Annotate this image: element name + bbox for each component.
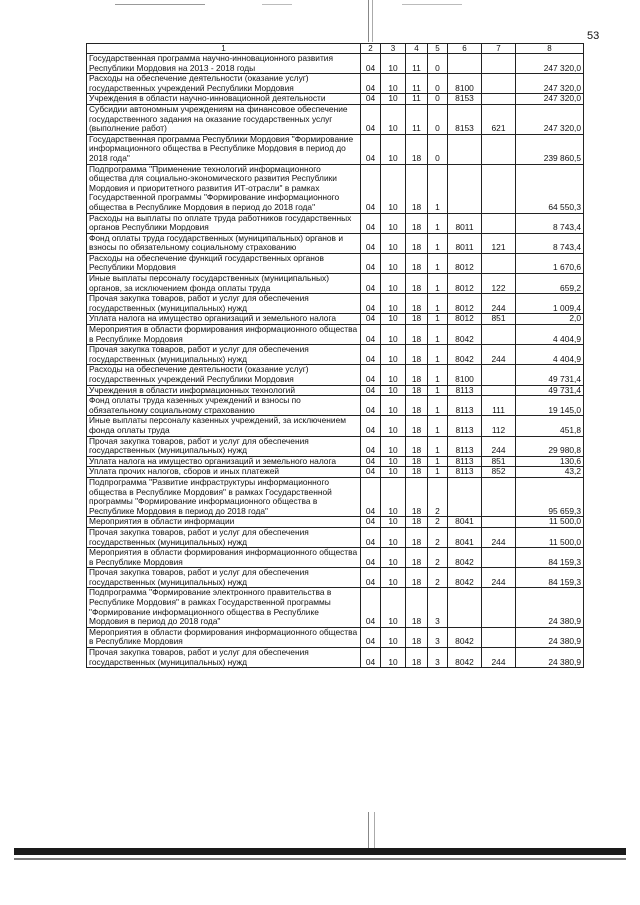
row-code-cell: 8113 (448, 467, 482, 478)
row-code-cell: 1 (428, 436, 448, 456)
table-row (87, 54, 584, 74)
table-row (87, 325, 584, 345)
row-code-cell (482, 477, 516, 516)
row-code-cell: 0 (428, 54, 448, 74)
row-code-cell: 18 (406, 253, 428, 273)
row-code-cell: 10 (381, 527, 406, 547)
row-code-cell: 2 (428, 548, 448, 568)
row-code-cell: 8041 (448, 527, 482, 547)
row-sum-cell: 19 145,0 (516, 396, 584, 416)
row-code-cell (448, 134, 482, 164)
table-row (87, 365, 584, 385)
row-code-cell: 11 (406, 74, 428, 94)
row-sum-cell: 2,0 (516, 314, 584, 325)
row-name-cell: Прочая закупка товаров, работ и услуг для обеспечения государственных (муниципальных) нужд (87, 294, 361, 314)
row-sum-cell: 24 380,9 (516, 648, 584, 668)
row-code-cell: 0 (428, 74, 448, 94)
row-code-cell: 8113 (448, 385, 482, 396)
table-row (87, 527, 584, 547)
row-code-cell: 8100 (448, 74, 482, 94)
row-code-cell: 2 (428, 527, 448, 547)
row-code-cell: 18 (406, 385, 428, 396)
row-code-cell: 04 (361, 134, 381, 164)
row-code-cell: 8012 (448, 253, 482, 273)
row-code-cell: 11 (406, 54, 428, 74)
table-row (87, 134, 584, 164)
row-code-cell: 18 (406, 213, 428, 233)
row-code-cell: 1 (428, 416, 448, 436)
row-code-cell: 10 (381, 294, 406, 314)
row-code-cell: 8011 (448, 233, 482, 253)
row-code-cell: 18 (406, 233, 428, 253)
row-code-cell: 2 (428, 477, 448, 516)
row-code-cell: 04 (361, 314, 381, 325)
row-code-cell: 8042 (448, 325, 482, 345)
row-code-cell: 621 (482, 104, 516, 134)
row-code-cell: 04 (361, 477, 381, 516)
row-name-cell: Государственная программа научно-инновационного развития Республики Мордовия на 2013 - 2018 годы (87, 54, 361, 74)
row-code-cell (448, 164, 482, 213)
table-row (87, 164, 584, 213)
row-code-cell: 0 (428, 134, 448, 164)
row-code-cell: 8042 (448, 627, 482, 647)
row-code-cell: 10 (381, 213, 406, 233)
row-sum-cell: 8 743,4 (516, 213, 584, 233)
column-header: 1 (87, 44, 361, 54)
row-code-cell: 244 (482, 436, 516, 456)
table-row (87, 467, 584, 478)
row-name-cell: Расходы на обеспечение деятельности (оказание услуг) государственных учреждений Республики Мордовия (87, 365, 361, 385)
row-code-cell: 244 (482, 527, 516, 547)
table-row (87, 233, 584, 253)
row-code-cell: 04 (361, 648, 381, 668)
table-row (87, 396, 584, 416)
row-code-cell: 18 (406, 627, 428, 647)
row-sum-cell: 11 500,0 (516, 517, 584, 528)
row-code-cell (448, 54, 482, 74)
row-code-cell: 1 (428, 396, 448, 416)
row-code-cell: 10 (381, 253, 406, 273)
row-name-cell: Прочая закупка товаров, работ и услуг для обеспечения государственных (муниципальных) нужд (87, 345, 361, 365)
table-header-row (87, 44, 584, 54)
row-code-cell: 8113 (448, 416, 482, 436)
table-row (87, 213, 584, 233)
row-code-cell: 8100 (448, 365, 482, 385)
row-code-cell: 8113 (448, 436, 482, 456)
row-code-cell: 851 (482, 456, 516, 467)
row-code-cell: 2 (428, 568, 448, 588)
row-code-cell: 10 (381, 396, 406, 416)
row-code-cell: 10 (381, 134, 406, 164)
row-code-cell: 244 (482, 568, 516, 588)
row-code-cell: 04 (361, 54, 381, 74)
row-name-cell: Учреждения в области информационных технологий (87, 385, 361, 396)
row-code-cell: 8042 (448, 548, 482, 568)
row-code-cell: 3 (428, 588, 448, 627)
row-name-cell: Прочая закупка товаров, работ и услуг для обеспечения государственных (муниципальных) нужд (87, 527, 361, 547)
row-code-cell: 04 (361, 94, 381, 105)
row-name-cell: Расходы на обеспечение функций государственных органов Республики Мордовия (87, 253, 361, 273)
row-code-cell: 04 (361, 253, 381, 273)
row-code-cell: 18 (406, 294, 428, 314)
row-code-cell (482, 164, 516, 213)
row-code-cell (482, 365, 516, 385)
column-header: 5 (428, 44, 448, 54)
row-name-cell: Субсидии автономным учреждениям на финансовое обеспечение государственного задания на оказание государственных услуг (выполнение работ) (87, 104, 361, 134)
row-code-cell (482, 253, 516, 273)
table-row (87, 345, 584, 365)
table-row (87, 416, 584, 436)
row-name-cell: Фонд оплаты труда казенных учреждений и взносы по обязательному социальному страхованию (87, 396, 361, 416)
table-row (87, 436, 584, 456)
row-code-cell: 04 (361, 74, 381, 94)
row-name-cell: Мероприятия в области формирования информационного общества в Республике Мордовия (87, 627, 361, 647)
row-code-cell: 18 (406, 648, 428, 668)
row-code-cell: 1 (428, 164, 448, 213)
row-sum-cell: 247 320,0 (516, 104, 584, 134)
row-code-cell: 10 (381, 233, 406, 253)
row-code-cell: 1 (428, 294, 448, 314)
row-code-cell: 3 (428, 627, 448, 647)
row-code-cell: 04 (361, 345, 381, 365)
row-code-cell: 18 (406, 164, 428, 213)
row-code-cell: 04 (361, 164, 381, 213)
row-code-cell (448, 588, 482, 627)
table-row (87, 94, 584, 105)
row-code-cell: 1 (428, 365, 448, 385)
row-name-cell: Прочая закупка товаров, работ и услуг для обеспечения государственных (муниципальных) нужд (87, 648, 361, 668)
row-sum-cell: 49 731,4 (516, 365, 584, 385)
row-code-cell: 1 (428, 345, 448, 365)
row-code-cell: 18 (406, 314, 428, 325)
row-code-cell: 04 (361, 294, 381, 314)
row-code-cell: 11 (406, 104, 428, 134)
row-code-cell: 8012 (448, 294, 482, 314)
row-code-cell: 10 (381, 588, 406, 627)
table-row (87, 253, 584, 273)
row-code-cell: 10 (381, 627, 406, 647)
row-sum-cell: 24 380,9 (516, 627, 584, 647)
row-code-cell: 18 (406, 325, 428, 345)
row-code-cell: 18 (406, 365, 428, 385)
row-name-cell: Иные выплаты персоналу государственных (муниципальных) органов, за исключением фонда оплаты труда (87, 274, 361, 294)
row-code-cell: 04 (361, 233, 381, 253)
row-sum-cell: 1 670,6 (516, 253, 584, 273)
row-name-cell: Расходы на выплаты по оплате труда работников государственных органов Республики Мордовия (87, 213, 361, 233)
row-sum-cell: 29 980,8 (516, 436, 584, 456)
row-code-cell: 10 (381, 274, 406, 294)
row-sum-cell: 247 320,0 (516, 54, 584, 74)
row-code-cell (482, 627, 516, 647)
row-name-cell: Мероприятия в области формирования информационного общества в Республике Мордовия (87, 325, 361, 345)
row-code-cell (482, 588, 516, 627)
row-sum-cell: 1 009,4 (516, 294, 584, 314)
column-header: 2 (361, 44, 381, 54)
row-name-cell: Прочая закупка товаров, работ и услуг для обеспечения государственных (муниципальных) нужд (87, 436, 361, 456)
row-code-cell: 10 (381, 94, 406, 105)
column-header: 4 (406, 44, 428, 54)
row-code-cell: 10 (381, 314, 406, 325)
row-code-cell: 04 (361, 456, 381, 467)
row-code-cell: 8113 (448, 396, 482, 416)
row-code-cell: 04 (361, 467, 381, 478)
row-code-cell (482, 385, 516, 396)
row-code-cell (482, 94, 516, 105)
row-code-cell: 10 (381, 74, 406, 94)
budget-table (86, 43, 584, 668)
table-row (87, 568, 584, 588)
bottom-scan-bar (14, 848, 626, 855)
row-code-cell (482, 134, 516, 164)
row-sum-cell: 64 550,3 (516, 164, 584, 213)
row-sum-cell: 11 500,0 (516, 527, 584, 547)
scan-artifact-line (115, 4, 205, 5)
row-code-cell: 04 (361, 325, 381, 345)
row-code-cell: 1 (428, 385, 448, 396)
row-code-cell: 8153 (448, 104, 482, 134)
row-code-cell: 0 (428, 94, 448, 105)
row-code-cell: 18 (406, 477, 428, 516)
row-code-cell: 10 (381, 164, 406, 213)
row-code-cell: 121 (482, 233, 516, 253)
row-sum-cell: 4 404,9 (516, 325, 584, 345)
table-row (87, 314, 584, 325)
row-code-cell: 18 (406, 134, 428, 164)
row-name-cell: Мероприятия в области информации (87, 517, 361, 528)
row-code-cell: 04 (361, 104, 381, 134)
row-code-cell: 04 (361, 213, 381, 233)
table-row (87, 294, 584, 314)
row-code-cell: 04 (361, 396, 381, 416)
row-code-cell: 18 (406, 467, 428, 478)
row-name-cell: Государственная программа Республики Мордовия "Формирование информационного общества в Республике Мордовия в период до 2018 года" (87, 134, 361, 164)
row-name-cell: Подпрограмма "Развитие инфраструктуры информационного общества в Республике Мордовия" в рамках Государственной программы "Формирование информационного общества в Республике Мордовия в период до 2018 года" (87, 477, 361, 516)
row-code-cell (482, 517, 516, 528)
row-code-cell (482, 325, 516, 345)
row-code-cell: 8042 (448, 345, 482, 365)
column-header: 3 (381, 44, 406, 54)
column-header: 8 (516, 44, 584, 54)
scan-artifact-line (262, 4, 292, 5)
table-row (87, 477, 584, 516)
row-code-cell: 10 (381, 436, 406, 456)
row-code-cell: 18 (406, 588, 428, 627)
row-code-cell: 852 (482, 467, 516, 478)
row-name-cell: Уплата налога на имущество организаций и земельного налога (87, 456, 361, 467)
table-row (87, 104, 584, 134)
row-code-cell: 10 (381, 648, 406, 668)
scan-fold-mark (368, 0, 369, 42)
row-code-cell: 04 (361, 416, 381, 436)
row-code-cell: 04 (361, 568, 381, 588)
row-code-cell: 10 (381, 365, 406, 385)
row-code-cell: 10 (381, 345, 406, 365)
row-code-cell: 04 (361, 548, 381, 568)
row-sum-cell: 95 659,3 (516, 477, 584, 516)
row-code-cell: 1 (428, 253, 448, 273)
row-code-cell: 1 (428, 325, 448, 345)
row-code-cell: 1 (428, 233, 448, 253)
row-code-cell: 10 (381, 54, 406, 74)
row-sum-cell: 43,2 (516, 467, 584, 478)
row-code-cell: 04 (361, 517, 381, 528)
row-code-cell (482, 213, 516, 233)
row-code-cell: 244 (482, 345, 516, 365)
table-row (87, 274, 584, 294)
table-row (87, 517, 584, 528)
row-code-cell: 8042 (448, 568, 482, 588)
row-code-cell: 112 (482, 416, 516, 436)
row-code-cell: 244 (482, 294, 516, 314)
row-sum-cell: 659,2 (516, 274, 584, 294)
row-code-cell: 18 (406, 548, 428, 568)
row-code-cell: 10 (381, 416, 406, 436)
row-code-cell: 04 (361, 627, 381, 647)
row-code-cell: 18 (406, 274, 428, 294)
row-code-cell: 10 (381, 477, 406, 516)
row-name-cell: Учреждения в области научно-инновационной деятельности (87, 94, 361, 105)
row-code-cell: 04 (361, 274, 381, 294)
row-code-cell: 8041 (448, 517, 482, 528)
row-code-cell: 0 (428, 104, 448, 134)
row-code-cell: 10 (381, 104, 406, 134)
table-row (87, 74, 584, 94)
row-sum-cell: 130,6 (516, 456, 584, 467)
row-code-cell: 11 (406, 94, 428, 105)
row-sum-cell: 247 320,0 (516, 94, 584, 105)
row-sum-cell: 84 159,3 (516, 568, 584, 588)
row-code-cell: 18 (406, 416, 428, 436)
row-code-cell: 244 (482, 648, 516, 668)
row-code-cell: 1 (428, 314, 448, 325)
row-code-cell: 3 (428, 648, 448, 668)
row-code-cell: 10 (381, 548, 406, 568)
row-name-cell: Уплата налога на имущество организаций и земельного налога (87, 314, 361, 325)
row-code-cell: 851 (482, 314, 516, 325)
row-code-cell: 122 (482, 274, 516, 294)
row-code-cell (482, 54, 516, 74)
row-sum-cell: 239 860,5 (516, 134, 584, 164)
row-code-cell: 2 (428, 517, 448, 528)
row-name-cell: Подпрограмма "Формирование электронного правительства в Республике Мордовия" в рамках Государственной программы "Формирование информационного общества в Республике Мордовия в период до 2018 года" (87, 588, 361, 627)
table-row (87, 648, 584, 668)
row-sum-cell: 49 731,4 (516, 385, 584, 396)
row-code-cell (482, 548, 516, 568)
row-code-cell: 04 (361, 527, 381, 547)
row-name-cell: Прочая закупка товаров, работ и услуг для обеспечения государственных (муниципальных) нужд (87, 568, 361, 588)
row-code-cell: 1 (428, 467, 448, 478)
row-name-cell: Расходы на обеспечение деятельности (оказание услуг) государственных учреждений Республики Мордовия (87, 74, 361, 94)
row-code-cell: 8012 (448, 274, 482, 294)
row-sum-cell: 451,8 (516, 416, 584, 436)
row-code-cell: 10 (381, 456, 406, 467)
row-code-cell: 18 (406, 456, 428, 467)
row-code-cell: 10 (381, 568, 406, 588)
row-code-cell: 8153 (448, 94, 482, 105)
row-name-cell: Мероприятия в области формирования информационного общества в Республике Мордовия (87, 548, 361, 568)
row-code-cell: 8011 (448, 213, 482, 233)
row-code-cell: 04 (361, 385, 381, 396)
row-sum-cell: 24 380,9 (516, 588, 584, 627)
row-sum-cell: 84 159,3 (516, 548, 584, 568)
row-code-cell: 1 (428, 213, 448, 233)
row-code-cell: 10 (381, 467, 406, 478)
bottom-scan-line (14, 858, 626, 860)
row-name-cell: Уплата прочих налогов, сборов и иных платежей (87, 467, 361, 478)
page-number: 53 (587, 30, 600, 42)
row-code-cell: 04 (361, 436, 381, 456)
row-code-cell: 10 (381, 325, 406, 345)
row-code-cell: 10 (381, 517, 406, 528)
row-code-cell: 8113 (448, 456, 482, 467)
table-row (87, 548, 584, 568)
table-row (87, 456, 584, 467)
row-sum-cell: 8 743,4 (516, 233, 584, 253)
row-sum-cell: 247 320,0 (516, 74, 584, 94)
table-row (87, 385, 584, 396)
row-name-cell: Фонд оплаты труда государственных (муниципальных) органов и взносы по обязательному социальному страхованию (87, 233, 361, 253)
scan-artifact-line (402, 4, 462, 5)
row-code-cell: 10 (381, 385, 406, 396)
column-header: 6 (448, 44, 482, 54)
row-name-cell: Иные выплаты персоналу казенных учреждений, за исключением фонда оплаты труда (87, 416, 361, 436)
row-code-cell: 1 (428, 274, 448, 294)
row-name-cell: Подпрограмма "Применение технологий информационного общества для социально-экономического развития Республики Мордовия и приоритетного развития ИТ-отрасли" в рамках Государственной программы "Формирование информационного общества в Республике Мордовия в период до 2018 года" (87, 164, 361, 213)
column-header: 7 (482, 44, 516, 54)
row-code-cell: 8042 (448, 648, 482, 668)
row-code-cell: 18 (406, 527, 428, 547)
row-code-cell: 18 (406, 345, 428, 365)
row-code-cell (448, 477, 482, 516)
row-code-cell: 18 (406, 568, 428, 588)
row-code-cell: 18 (406, 517, 428, 528)
row-code-cell: 1 (428, 456, 448, 467)
row-code-cell: 8012 (448, 314, 482, 325)
row-sum-cell: 4 404,9 (516, 345, 584, 365)
row-code-cell: 18 (406, 436, 428, 456)
table-row (87, 627, 584, 647)
table-row (87, 588, 584, 627)
scan-fold-mark (374, 812, 375, 852)
scan-fold-mark (372, 0, 373, 42)
row-code-cell (482, 74, 516, 94)
row-code-cell: 04 (361, 588, 381, 627)
scan-fold-mark (368, 812, 369, 852)
row-code-cell: 18 (406, 396, 428, 416)
row-code-cell: 111 (482, 396, 516, 416)
row-code-cell: 04 (361, 365, 381, 385)
